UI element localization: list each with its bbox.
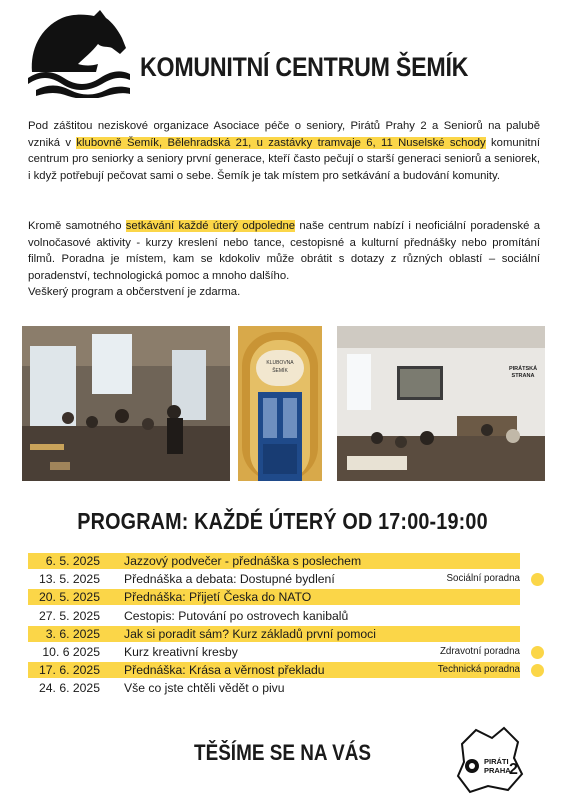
photo-screening [337, 326, 545, 481]
intro-paragraph-2: Kromě samotného setkávání každé úterý odpoledne naše centrum nabízí i neoficiální poradenské a volnočasové aktivity - kurzy kreslení nebo tance, cestopisné a kulturní přednášky nebo promítání filmů. Poradna je místem, kam se kdokoliv může obrátit s dotazy z různých oblastí – sociální poradenství, technologická pomoc a mnoho dalšího. Veškerý program a občerstvení je zdarma. [28, 220, 541, 298]
svg-text:PRAHA: PRAHA [484, 766, 511, 775]
row-topic: Přednáška: Krása a věrnost překladu [124, 663, 325, 678]
svg-text:2: 2 [509, 761, 518, 778]
intro-paragraph-1: Pod záštitou neziskové organizace Asociace péče o seniory, Pirátů Prahy 2 a Seniorů na palubě vzniká v klubovně Šemík, Bělehradská 21, u zastávky tramvaje 6, 11 Nuselské schody komunitní centrum pro seniorky a seniory první generace, kteří často pečují o starší generaci seniorů a seniorek, i když potřebují pečovat sami o sebe. Šemík je tak místem pro setkávání a budování komunity. [28, 120, 540, 182]
row-date: 17. 6. 2025 [39, 663, 100, 678]
row-date: 6. 5. 2025 [45, 554, 100, 568]
photo-clubhouse-door [238, 326, 322, 481]
schedule-row [28, 552, 548, 570]
address-highlight: klubovně Šemík, Bělehradská 21, u zastávky tramvaje 6, 11 Nuselské schody [76, 136, 486, 149]
schedule-row [28, 643, 548, 661]
row-topic: Cestopis: Putování po ostrovech kanibalů [124, 608, 349, 623]
footer-title: TĚŠÍME SE NA VÁS [194, 740, 371, 765]
row-topic: Jazzový podvečer - přednáška s poslechem [124, 554, 362, 568]
row-topic: Vše co jste chtěli vědět o pivu [124, 681, 285, 696]
row-date: 10. 6 2025 [42, 644, 100, 659]
schedule-row [28, 588, 548, 606]
schedule-row [28, 661, 548, 679]
row-topic: Přednáška: Přijetí Česka do NATO [124, 590, 312, 605]
row-date: 24. 6. 2025 [39, 681, 100, 696]
svg-text:PIRÁTSKÁ: PIRÁTSKÁ [508, 366, 538, 372]
schedule-row [28, 607, 548, 625]
program-heading: PROGRAM: KAŽDÉ ÚTERÝ OD 17:00-19:00 [77, 508, 488, 534]
row-topic: Kurz kreativní kresby [124, 644, 238, 659]
svg-text:ŠEMÍK: ŠEMÍK [272, 368, 288, 374]
service-dot-icon [531, 664, 544, 677]
row-service-tag: Zdravotní poradna [439, 645, 520, 657]
row-date: 13. 5. 2025 [39, 572, 100, 587]
row-date: 3. 6. 2025 [45, 626, 100, 641]
row-service-tag: Sociální poradna [446, 573, 520, 585]
service-dot-icon [531, 646, 544, 659]
row-topic: Jak si poradit sám? Kurz základů první pomoci [124, 626, 376, 641]
program-schedule [28, 552, 548, 698]
horse-logo-icon [22, 8, 130, 98]
row-topic: Přednáška a debata: Dostupné bydlení [124, 572, 335, 587]
row-date: 27. 5. 2025 [39, 608, 100, 623]
pirati-praha2-logo-icon [452, 724, 526, 794]
schedule-row [28, 570, 548, 588]
row-date: 20. 5. 2025 [39, 590, 100, 605]
svg-text:KLUBOVNA: KLUBOVNA [266, 360, 294, 366]
page-title: KOMUNITNÍ CENTRUM ŠEMÍK [140, 52, 469, 82]
row-service-tag: Technická poradna [437, 664, 520, 676]
svg-text:STRANA: STRANA [511, 373, 535, 379]
svg-text:PIRÁTI: PIRÁTI [484, 757, 509, 766]
meeting-highlight: setkávání každé úterý odpoledne [125, 220, 296, 232]
photo-meeting-room [22, 326, 230, 481]
schedule-row [28, 679, 548, 697]
free-program-note: Veškerý program a občerstvení je zdarma. [28, 286, 241, 298]
service-dot-icon [531, 573, 544, 586]
schedule-row [28, 625, 548, 643]
